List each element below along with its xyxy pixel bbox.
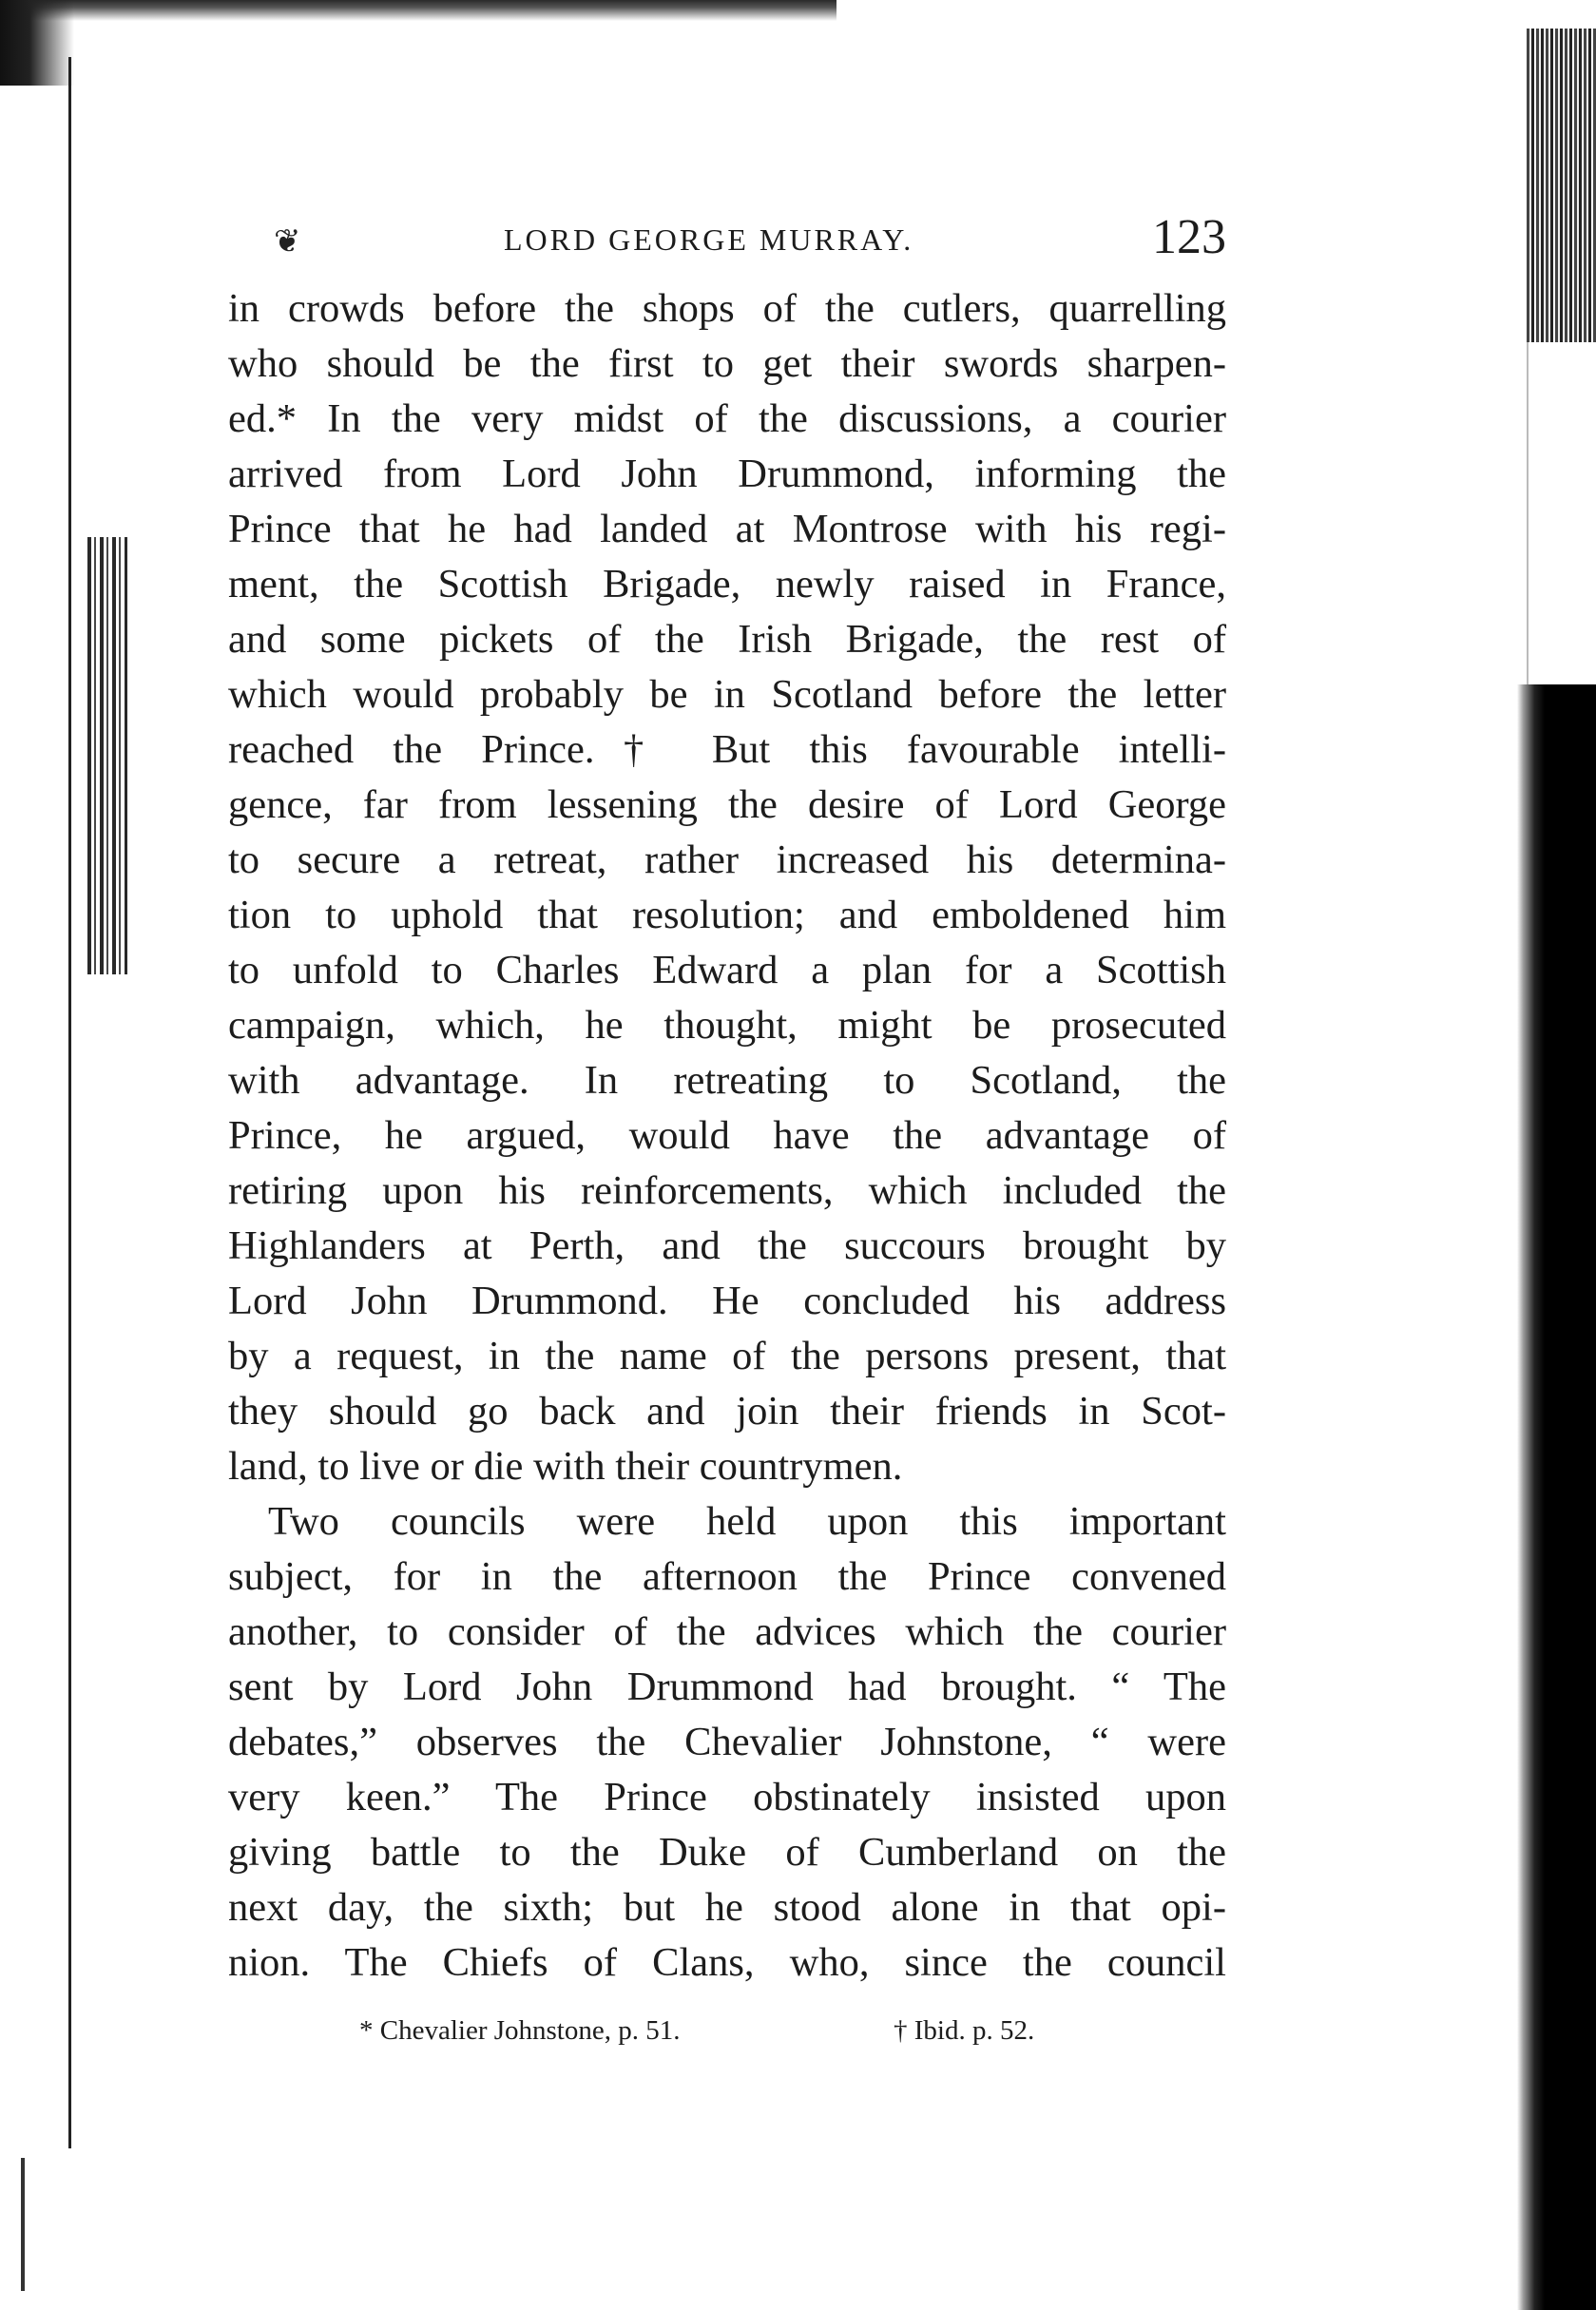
ornament-icon: ❦ — [274, 222, 301, 260]
text-line: which would probably be in Scotland before the letter — [228, 672, 1226, 717]
text-line: Highlanders at Perth, and the succours brought by — [228, 1223, 1226, 1268]
footnote-2: † Ibid. p. 52. — [894, 2015, 1035, 2046]
scan-binding-mark-bottom — [21, 2158, 25, 2291]
running-title: LORD GEORGE MURRAY. — [504, 222, 914, 257]
text-line: they should go back and join their friends in Scot- — [228, 1389, 1226, 1434]
text-line: to secure a retreat, rather increased his determina- — [228, 837, 1226, 882]
footnote-1: * Chevalier Johnstone, p. 51. — [359, 2015, 681, 2046]
scan-edge-right-thin — [1527, 342, 1529, 684]
scan-edge-right-top — [1527, 29, 1596, 342]
running-head — [228, 209, 1226, 266]
paragraph-2 — [228, 1494, 1226, 1991]
text-line: sent by Lord John Drummond had brought. “ The — [228, 1665, 1226, 1709]
text-line: reached the Prince.† But this favourable intelli- — [228, 727, 1226, 772]
text-line: with advantage. In retreating to Scotland, the — [228, 1058, 1226, 1103]
text-line: another, to consider of the advices which the courier — [228, 1609, 1226, 1654]
text-line: ed.* In the very midst of the discussions, a courier — [228, 396, 1226, 441]
text-line: Prince that he had landed at Montrose with his regi- — [228, 507, 1226, 551]
paragraph-1 — [228, 281, 1226, 1494]
body-text — [228, 281, 1226, 1991]
text-line: arrived from Lord John Drummond, informing the — [228, 452, 1226, 496]
text-line: very keen.” The Prince obstinately insisted upon — [228, 1775, 1226, 1819]
text-line: land, to live or die with their countrymen. — [228, 1444, 903, 1489]
scan-edge-right-bottom — [1517, 684, 1596, 2310]
text-line: nion. The Chiefs of Clans, who, since the council — [228, 1940, 1226, 1985]
text-line: and some pickets of the Irish Brigade, the rest of — [228, 617, 1226, 662]
text-line: to unfold to Charles Edward a plan for a Scottish — [228, 948, 1226, 992]
text-line: in crowds before the shops of the cutlers, quarrelling — [228, 286, 1226, 331]
text-line: subject, for in the afternoon the Prince convened — [228, 1554, 1226, 1599]
text-line: debates,” observes the Chevalier Johnstone, “ were — [228, 1720, 1226, 1764]
text-line: Lord John Drummond. He concluded his address — [228, 1279, 1226, 1323]
text-line: tion to uphold that resolution; and emboldened him — [228, 893, 1226, 937]
footnotes — [228, 2012, 1226, 2050]
text-line: next day, the sixth; but he stood alone in that opi- — [228, 1885, 1226, 1930]
text-line: Two councils were held upon this important — [268, 1499, 1226, 1544]
text-line: ment, the Scottish Brigade, newly raised in France, — [228, 562, 1226, 606]
text-line: campaign, which, he thought, might be prosecuted — [228, 1003, 1226, 1048]
scan-shadow-left-corner — [0, 0, 74, 86]
scan-bleedthrough-marks — [87, 537, 127, 974]
text-line: giving battle to the Duke of Cumberland on the — [228, 1830, 1226, 1875]
text-line: retiring upon his reinforcements, which included the — [228, 1168, 1226, 1213]
text-line: by a request, in the name of the persons present, that — [228, 1334, 1226, 1378]
page-number: 123 — [1152, 210, 1226, 264]
text-line: gence, far from lessening the desire of Lord George — [228, 782, 1226, 827]
text-line: Prince, he argued, would have the advantage of — [228, 1113, 1226, 1158]
text-line: who should be the first to get their swords sharpen- — [228, 341, 1226, 386]
scan-shadow-top — [0, 0, 836, 21]
scan-binding-line — [68, 57, 71, 2148]
